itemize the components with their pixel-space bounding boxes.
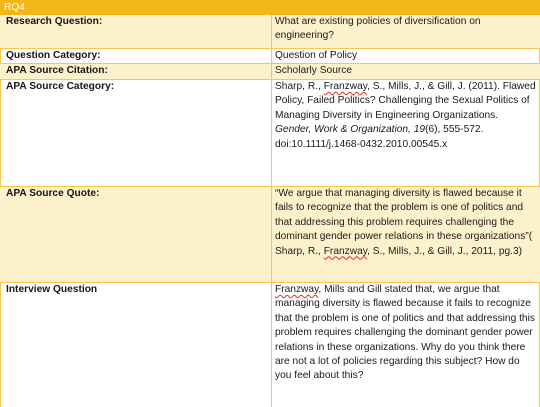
table-row-interview-question <box>0 283 540 407</box>
table-row-apa-source-quote <box>0 187 540 283</box>
row-value: Question of Policy <box>275 50 358 61</box>
interview-body: , Mills and Gill stated that, we argue that managing diversity is flawed because it fails to recognize that the problem is one of politics and that addressing this problem requires challenging the dominant gender power relations in these organizations. Why do you think there are not a lot of policies regarding this subject? How do you feel about this? <box>275 284 535 382</box>
row-label: Research Question: <box>6 16 103 27</box>
row-label: Question Category: <box>6 50 101 61</box>
citation-body: , S., Mills, J., & Gill, J. (2011). Flawed Policy, Failed Politics? Challenging the Sexual Politics of Managing Diversity in Engineering Organizations. <box>275 81 536 121</box>
row-label: APA Source Category: <box>6 81 115 92</box>
table-header <box>0 0 540 15</box>
citation-text <box>275 80 537 152</box>
table-row-apa-source-citation <box>0 64 540 80</box>
citation-doi: (6), 555-572. doi:10.1111/j.1468-0432.2010.00545.x <box>275 124 484 150</box>
misspelled-word: Franzway <box>323 81 368 92</box>
row-label: APA Source Citation: <box>6 65 108 76</box>
interview-text <box>275 283 537 384</box>
row-value: Scholarly Source <box>275 65 353 76</box>
misspelled-word: Franzway <box>323 245 368 257</box>
table-row-research-question <box>0 15 540 49</box>
row-value: What are existing policies of diversification on engineering? <box>275 16 481 42</box>
table-title: RQ4 <box>4 2 25 13</box>
row-label: APA Source Quote: <box>6 188 100 199</box>
row-label: Interview Question <box>6 284 98 295</box>
quote-text <box>275 187 537 259</box>
table-row-apa-source-category <box>0 80 540 187</box>
quote-body: “We argue that managing diversity is flawed because it fails to recognize that the problem is one of politics and that addressing this problem requires challenging the dominant gender power relations in these organizations”( Sharp, R., <box>275 188 533 257</box>
misspelled-word: Franzway <box>275 284 319 295</box>
citation-journal: Gender, Work & Organization, 19 <box>275 124 426 136</box>
column-divider <box>271 15 272 407</box>
table-row-question-category <box>0 49 540 64</box>
citation-authors-pre: Sharp, R., <box>275 81 324 92</box>
quote-tail: , S., Mills, J., & Gill, J., 2011, pg.3) <box>367 245 523 257</box>
